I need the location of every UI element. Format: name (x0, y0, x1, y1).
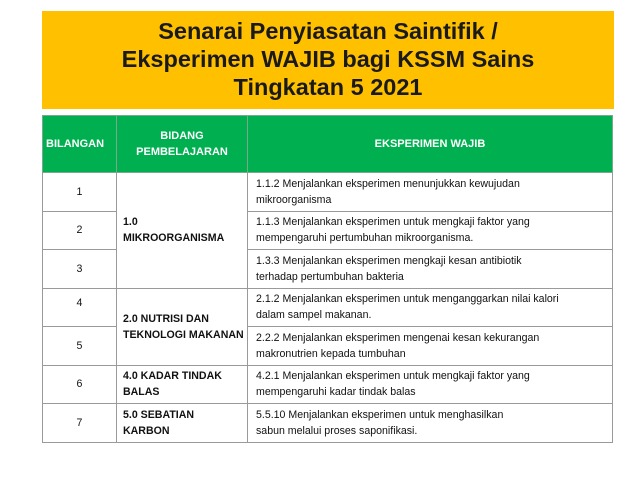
title-line-1: Senarai Penyiasatan Saintifik / (158, 18, 498, 44)
experiment-cell (248, 365, 613, 404)
row-number: 3 (43, 250, 117, 289)
experiment-line-1: 1.1.3 Menjalankan eksperimen untuk mengkaji faktor yang (256, 216, 530, 229)
title-line-2: Eksperimen WAJIB bagi KSSM Sains (121, 46, 535, 72)
experiment-cell (248, 173, 613, 212)
experiment-cell (248, 250, 613, 289)
experiment-cell (248, 288, 613, 327)
experiment-line-1: 5.5.10 Menjalankan eksperimen untuk menghasilkan (256, 408, 504, 421)
experiment-line-1: 2.2.2 Menjalankan eksperimen mengenai kesan kekurangan (256, 331, 540, 344)
header-bidang (117, 116, 248, 173)
table-row (43, 365, 613, 404)
experiment-table (42, 115, 613, 443)
bidang-cell (117, 365, 248, 404)
bidang-line-2: TEKNOLOGI MAKANAN (123, 328, 244, 341)
row-number: 5 (43, 327, 117, 366)
experiment-cell (248, 404, 613, 443)
title-line-3: Tingkatan 5 2021 (233, 74, 423, 100)
row-number: 6 (43, 365, 117, 404)
experiment-line-2: terhadap pertumbuhan bakteria (256, 270, 404, 283)
row-number: 2 (43, 211, 117, 250)
header-bidang-line-1: BIDANG (160, 130, 204, 142)
experiment-line-2: makronutrien kepada tumbuhan (256, 347, 406, 360)
experiment-line-1: 4.2.1 Menjalankan eksperimen untuk mengkaji faktor yang (256, 370, 530, 383)
bidang-cell: 5.0 SEBATIAN KARBON (117, 404, 248, 443)
experiment-line-2: mempengaruhi kadar tindak balas (256, 386, 416, 399)
experiment-line-1: 1.3.3 Menjalankan eksperimen mengkaji kesan antibiotik (256, 254, 522, 267)
header-bidang-line-2: PEMBELAJARAN (136, 146, 228, 158)
row-number: 4 (43, 288, 117, 327)
header-bilangan: BILANGAN (43, 116, 117, 173)
experiment-cell (248, 211, 613, 250)
experiment-line-2: dalam sampel makanan. (256, 309, 372, 322)
title-banner (42, 11, 614, 109)
bidang-line-2: BALAS (123, 386, 160, 399)
table-row (43, 288, 613, 327)
experiment-line-2: mikroorganisma (256, 193, 332, 206)
header-eksperimen: EKSPERIMEN WAJIB (248, 116, 613, 173)
bidang-line-1: 4.0 KADAR TINDAK (123, 370, 222, 383)
experiment-line-2: sabun melalui proses saponifikasi. (256, 424, 418, 437)
experiment-line-1: 1.1.2 Menjalankan eksperimen menunjukkan kewujudan (256, 177, 520, 190)
row-number: 1 (43, 173, 117, 212)
table-header-row (43, 116, 613, 173)
bidang-cell: 1.0 MIKROORGANISMA (117, 173, 248, 289)
row-number: 7 (43, 404, 117, 443)
experiment-cell (248, 327, 613, 366)
table-row (43, 404, 613, 443)
table-row (43, 173, 613, 212)
experiment-line-2: mempengaruhi pertumbuhan mikroorganisma. (256, 232, 474, 245)
experiment-line-1: 2.1.2 Menjalankan eksperimen untuk menganggarkan nilai kalori (256, 293, 559, 306)
bidang-line-1: 2.0 NUTRISI DAN (123, 312, 209, 325)
bidang-cell (117, 288, 248, 365)
